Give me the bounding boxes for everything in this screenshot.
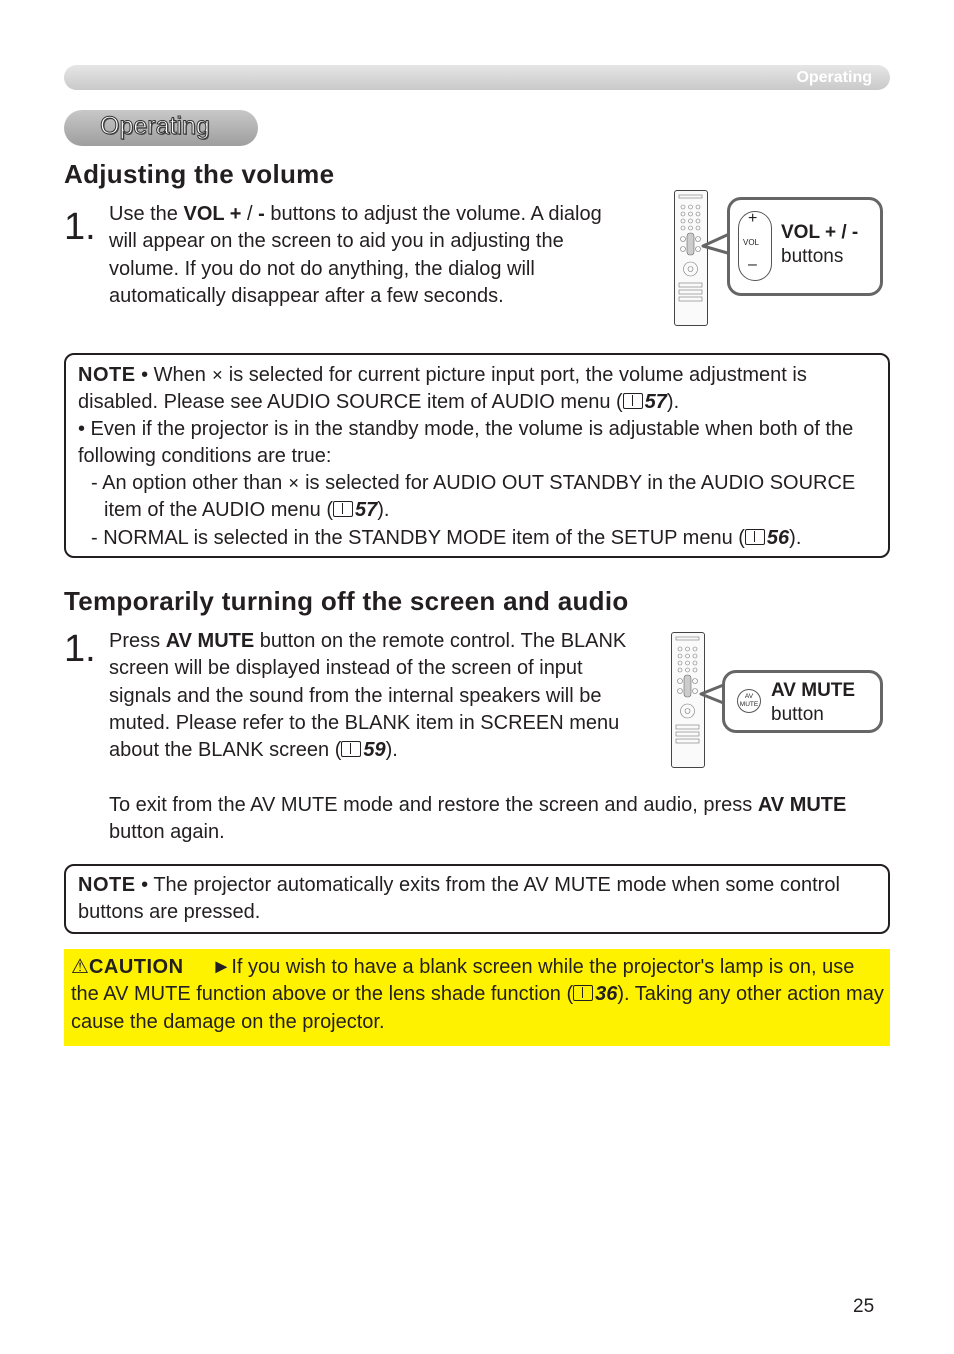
volume-step-number: 1. [64, 206, 96, 248]
book-icon [333, 501, 353, 517]
book-icon [623, 393, 643, 409]
mute-callout [722, 670, 883, 733]
mute-exit-text: To exit from the AV MUTE mode and restore the screen and audio, press AV MUTE button again. [109, 794, 847, 844]
volume-callout-text: buttons [781, 246, 844, 267]
mute-callout-text: button [771, 704, 824, 725]
av-mute-button-icon: AV MUTE [737, 689, 761, 713]
volume-step-text: Use the VOL + / - buttons to adjust the volume. A dialog will appear on the screen to aid you in adjusting the volume. If you do not do anything, the dialog will automatically disappear after a few seconds. [109, 203, 602, 307]
note-volume [64, 353, 890, 558]
warning-icon: ⚠ [71, 956, 89, 978]
note-mute [64, 864, 890, 934]
volume-callout [727, 197, 883, 296]
volume-heading: Adjusting the volume [64, 159, 335, 189]
book-icon [745, 529, 765, 545]
section-pill-label: Operating [100, 112, 210, 140]
mute-icon: ✕ [287, 475, 300, 491]
mute-heading: Temporarily turning off the screen and audio [64, 586, 629, 616]
book-icon [341, 741, 361, 757]
note-volume-p3: - An option other than ✕ is selected for AUDIO OUT STANDBY in the AUDIO SOURCE item of the AUDIO menu ( 57). [91, 472, 856, 522]
mute-callout-title: AV MUTE [771, 680, 856, 701]
page-number: 25 [853, 1296, 875, 1317]
note-volume-p1: NOTE • When ✕ is selected for current picture input port, the volume adjustment is disabled. Please see AUDIO SOURCE item of AUDIO menu ( 57). [78, 364, 807, 414]
note-volume-p2: • Even if the projector is in the standby mode, the volume is adjustable when both of the following conditions are true: [78, 418, 854, 468]
vol-rocker-icon: + VOL – [738, 211, 772, 281]
mute-step-number: 1. [64, 628, 96, 670]
header-section-label: Operating [796, 69, 872, 86]
book-icon [573, 985, 593, 1001]
note-volume-p4: - NORMAL is selected in the STANDBY MODE item of the SETUP menu ( 56). [91, 527, 802, 549]
mute-icon: ✕ [211, 367, 224, 383]
section-pill [64, 110, 258, 146]
volume-callout-title: VOL + / - [781, 222, 859, 243]
caution-text: ⚠CAUTION ►If you wish to have a blank screen while the projector's lamp is on, use the AV MUTE function above or the lens shade function ( 36). Taking any other action may cause the damage on the projector. [71, 956, 884, 1033]
header-bar [64, 65, 890, 90]
note-mute-text: NOTE • The projector automatically exits from the AV MUTE mode when some control buttons are pressed. [78, 874, 840, 924]
caution-box [64, 949, 890, 1046]
mute-step-text: Press AV MUTE button on the remote control. The BLANK screen will be displayed instead of the screen of input signals and the sound from the internal speakers will be muted. Please refer to the BLANK item in SCREEN menu about the BLANK screen ( 59). [109, 630, 627, 762]
